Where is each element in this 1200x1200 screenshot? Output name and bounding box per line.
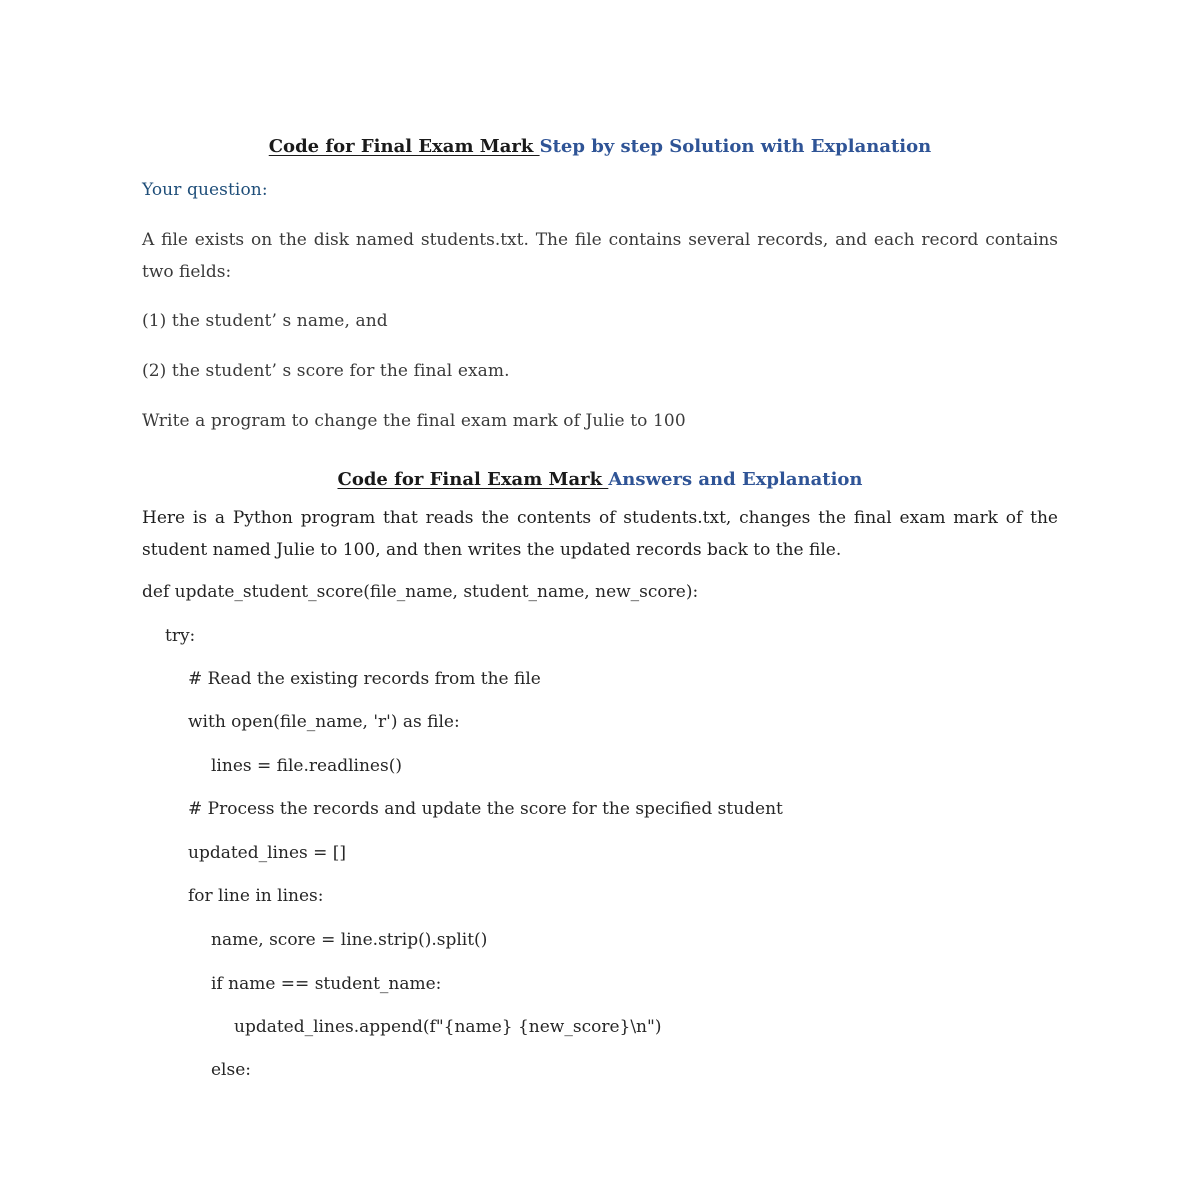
code-line: def update_student_score(file_name, student_name, new_score):	[142, 582, 699, 602]
heading-subtitle: Step by step Solution with Explanation	[539, 136, 932, 157]
heading-title: Code for Final Exam Mark	[268, 136, 540, 157]
code-line: else:	[211, 1060, 252, 1080]
code-line: if name == student_name:	[211, 974, 442, 994]
question-intro: A file exists on the disk named students.txt. The file contains several records, and each record contains two fields:	[142, 230, 1058, 282]
question-field-2: (2) the student’ s score for the final exam.	[142, 361, 510, 381]
code-line: for line in lines:	[188, 886, 324, 906]
code-line: try:	[165, 626, 196, 646]
answers-heading	[0, 469, 1200, 490]
code-comment: # Process the records and update the score for the specified student	[188, 799, 783, 819]
answers-heading-title: Code for Final Exam Mark	[337, 469, 609, 490]
solution-heading	[0, 136, 1200, 157]
code-line: updated_lines.append(f"{name} {new_score}\n")	[234, 1017, 662, 1037]
code-line: lines = file.readlines()	[211, 756, 402, 776]
answers-heading-subtitle: Answers and Explanation	[608, 469, 863, 490]
question-label: Your question:	[142, 180, 268, 200]
code-line: updated_lines = []	[188, 843, 347, 863]
code-line: with open(file_name, 'r') as file:	[188, 712, 460, 732]
question-field-1: (1) the student’ s name, and	[142, 311, 388, 331]
code-comment: # Read the existing records from the file	[188, 669, 541, 689]
answer-intro: Here is a Python program that reads the contents of students.txt, changes the final exam mark of the student named Julie to 100, and then writes the updated records back to the file.	[142, 508, 1058, 560]
code-line: name, score = line.strip().split()	[211, 930, 488, 950]
question-task: Write a program to change the final exam mark of Julie to 100	[142, 411, 686, 431]
